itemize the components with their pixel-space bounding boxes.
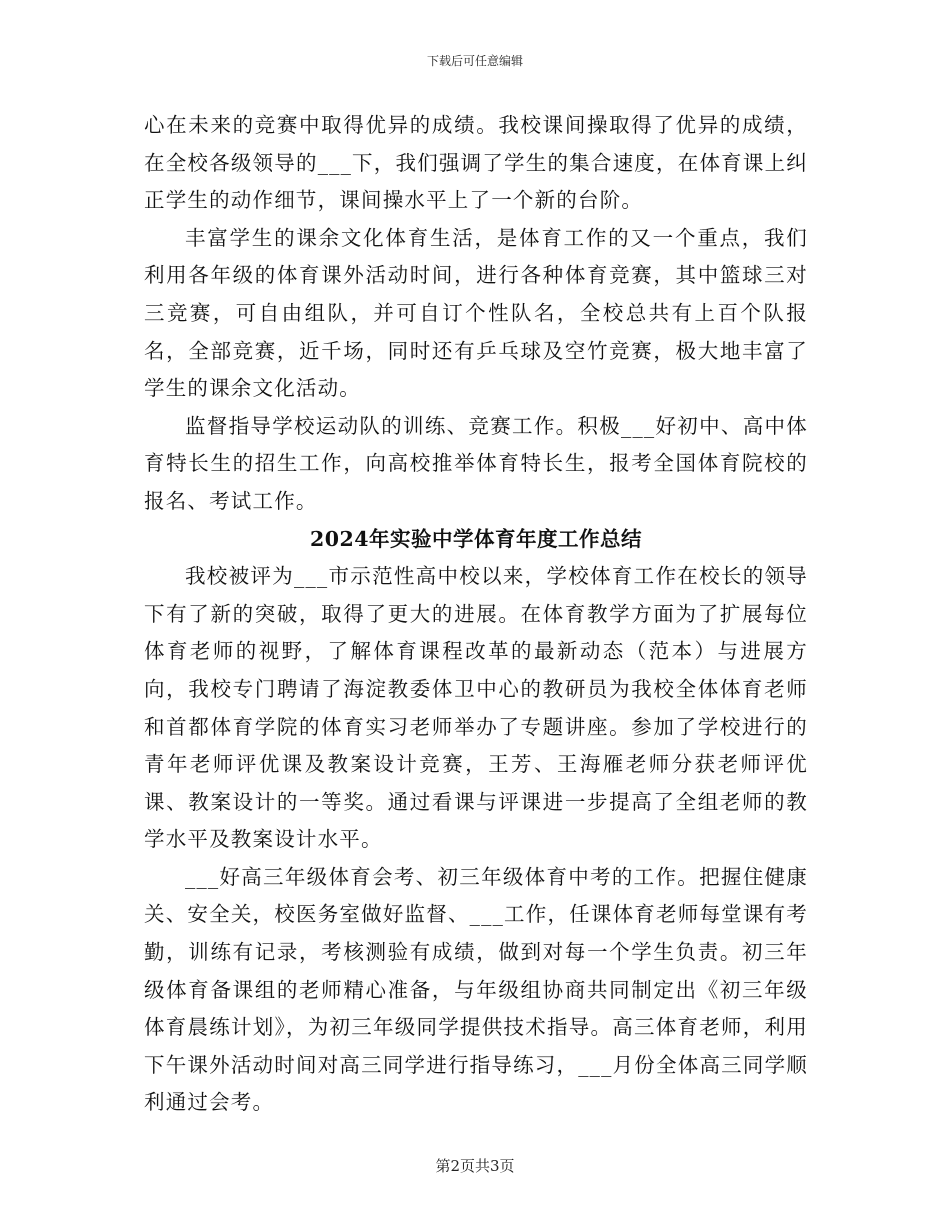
section-title: 2024年实验中学体育年度工作总结 [309, 526, 643, 551]
paragraph: ___好高三年级体育会考、初三年级体育中考的工作。把握住健康关、安全关，校医务室做好监督、___工作，任课体育老师每堂课有考勤，训练有记录，考核测验有成绩，做到对每一个学生负责。初三年级体育备课组的老师精心准备，与年级组协商共同制定出《初三年级体育晨练计划》，为初三年级同学提供技术指导。高三体育老师，利用下午课外活动时间对高三同学进行指导练习，___月份全体高三同学顺利通过会考。 [144, 864, 808, 1115]
paragraph-continuation: 心在未来的竞赛中取得优异的成绩。我校课间操取得了优异的成绩，在全校各级领导的___下，我们强调了学生的集合速度，在体育课上纠正学生的动作细节，课间操水平上了一个新的台阶。 [144, 113, 808, 213]
paragraph: 监督指导学校运动队的训练、竞赛工作。积极___好初中、高中体育特长生的招生工作，向高校推举体育特长生，报考全国体育院校的报名、考试工作。 [144, 413, 808, 513]
paragraph: 丰富学生的课余文化体育生活，是体育工作的又一个重点，我们利用各年级的体育课外活动时间，进行各种体育竞赛，其中篮球三对三竞赛，可自由组队，并可自订个性队名，全校总共有上百个队报名，全部竞赛，近千场，同时还有乒乓球及空竹竞赛，极大地丰富了学生的课余文化活动。 [144, 225, 808, 401]
document-body [144, 107, 808, 1122]
paragraph: 我校被评为___市示范性高中校以来，学校体育工作在校长的领导下有了新的突破，取得了更大的进展。在体育教学方面为了扩展每位体育老师的视野，了解体育课程改革的最新动态（范本）与进展方向，我校专门聘请了海淀教委体卫中心的教研员为我校全体体育老师和首都体育学院的体育实习老师举办了专题讲座。参加了学校进行的青年老师评优课及教案设计竞赛，王芳、王海雁老师分获老师评优课、教案设计的一等奖。通过看课与评课进一步提高了全组老师的教学水平及教案设计水平。 [144, 564, 808, 852]
page-header-note: 下载后可任意编辑 [426, 54, 523, 68]
page-number: 第2页共3页 [435, 1157, 515, 1175]
